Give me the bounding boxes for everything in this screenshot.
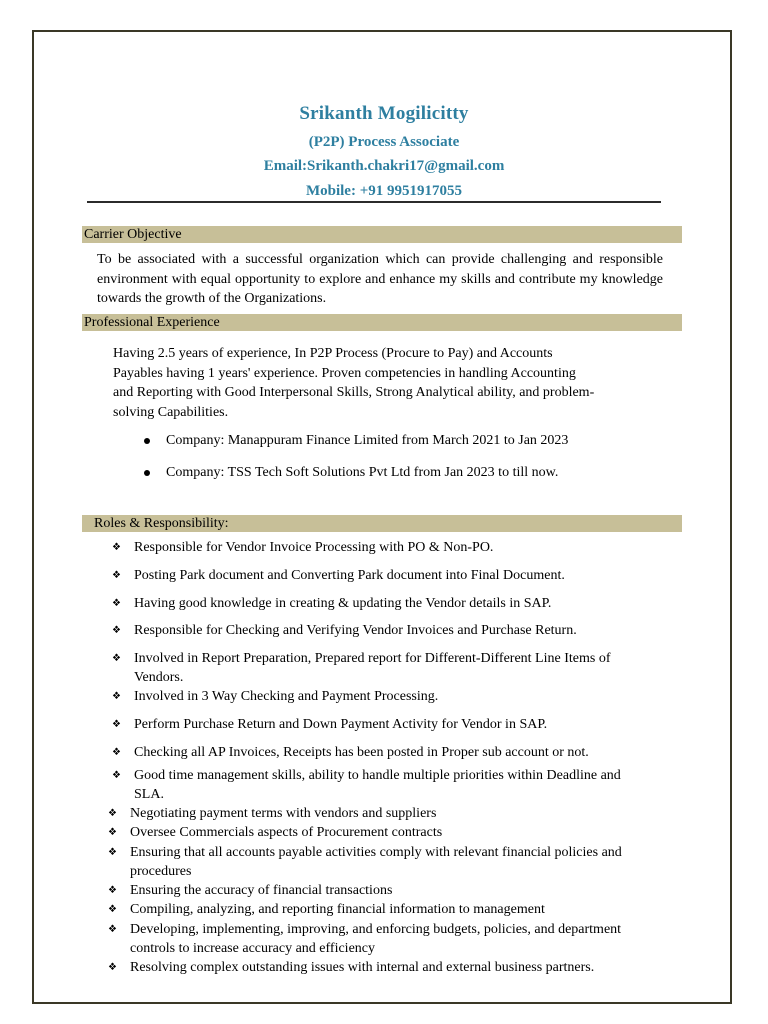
diamond-bullet-icon: ❖ [108, 904, 117, 915]
diamond-bullet-icon: ❖ [108, 962, 117, 973]
diamond-bullet-icon: ❖ [108, 827, 117, 838]
diamond-bullet-icon: ❖ [112, 570, 121, 581]
role-item-line: procedures [130, 863, 192, 879]
role-item-line: Ensuring that all accounts payable activities comply with relevant financial policies and [130, 845, 622, 860]
candidate-name: Srikanth Mogilicitty [299, 103, 469, 124]
role-item-line: Developing, implementing, improving, and enforcing budgets, policies, and department [130, 922, 622, 937]
diamond-bullet-icon: ❖ [108, 808, 117, 819]
role-item-line: controls to increase accuracy and efficiency [130, 940, 375, 956]
diamond-bullet-icon: ❖ [112, 625, 121, 636]
role-item-line: Compiling, analyzing, and reporting financial information to management [130, 902, 545, 917]
role-item [130, 844, 682, 881]
company-item: Company: Manappuram Finance Limited from March 2021 to Jan 2023 [166, 433, 569, 448]
role-item [130, 959, 682, 978]
role-item-line: Oversee Commercials aspects of Procurement contracts [130, 825, 443, 840]
experience-heading: Professional Experience [82, 314, 682, 331]
experience-summary [113, 344, 663, 422]
header-divider [87, 201, 661, 203]
experience-line: solving Capabilities. [113, 404, 229, 420]
role-item-line: Having good knowledge in creating & updating the Vendor details in SAP. [134, 596, 552, 611]
role-item [130, 805, 682, 824]
role-item-line: Involved in 3 Way Checking and Payment Processing. [134, 689, 439, 704]
experience-line: and Reporting with Good Interpersonal Skills, Strong Analytical ability, and problem- [113, 385, 595, 401]
role-item-line: Resolving complex outstanding issues with internal and external business partners. [130, 960, 595, 975]
bullet-dot [144, 470, 150, 476]
diamond-bullet-icon: ❖ [108, 847, 117, 858]
role-item-line: Checking all AP Invoices, Receipts has been posted in Proper sub account or not. [134, 745, 589, 760]
diamond-bullet-icon: ❖ [108, 885, 117, 896]
diamond-bullet-icon: ❖ [108, 924, 117, 935]
role-item-line: Perform Purchase Return and Down Payment Activity for Vendor in SAP. [134, 717, 548, 732]
role-item [130, 882, 682, 901]
role-item-line: Responsible for Vendor Invoice Processing with PO & Non-PO. [134, 540, 494, 555]
role-item-line: SLA. [134, 786, 164, 802]
role-item-line: Negotiating payment terms with vendors and suppliers [130, 806, 437, 821]
role-item [134, 622, 682, 641]
job-title: (P2P) Process Associate [308, 134, 460, 150]
diamond-bullet-icon: ❖ [112, 719, 121, 730]
role-item [130, 921, 682, 958]
diamond-bullet-icon: ❖ [112, 691, 121, 702]
role-item [134, 688, 682, 707]
diamond-bullet-icon: ❖ [112, 747, 121, 758]
diamond-bullet-icon: ❖ [112, 598, 121, 609]
objective-heading: Carrier Objective [82, 226, 682, 243]
role-item-line: Vendors. [134, 669, 184, 685]
roles-heading: Roles & Responsibility: [82, 515, 682, 532]
email-line: Email:Srikanth.chakri17@gmail.com [263, 158, 505, 174]
role-item [134, 539, 682, 558]
mobile-line: Mobile: +91 9951917055 [305, 183, 463, 199]
role-item [134, 567, 682, 586]
diamond-bullet-icon: ❖ [112, 653, 121, 664]
objective-text: To be associated with a successful organization which can provide challenging and responsible environment with equal opportunity to explore and enhance my skills and contribute my knowledge towards the growth of the Organizations. [97, 252, 663, 307]
role-item-line: Ensuring the accuracy of financial transactions [130, 883, 393, 898]
company-item: Company: TSS Tech Soft Solutions Pvt Ltd from Jan 2023 to till now. [166, 465, 559, 480]
diamond-bullet-icon: ❖ [112, 770, 121, 781]
role-item [130, 901, 682, 920]
role-item-line: Posting Park document and Converting Park document into Final Document. [134, 568, 565, 583]
role-item [134, 744, 682, 763]
role-item [134, 767, 682, 804]
role-item [134, 716, 682, 735]
role-item-line: Involved in Report Preparation, Prepared report for Different-Different Line Items of [134, 651, 611, 666]
role-item [130, 824, 682, 843]
role-item [134, 650, 682, 687]
diamond-bullet-icon: ❖ [112, 542, 121, 553]
role-item-line: Responsible for Checking and Verifying Vendor Invoices and Purchase Return. [134, 623, 577, 638]
experience-line: Having 2.5 years of experience, In P2P Process (Procure to Pay) and Accounts [113, 346, 553, 361]
role-item-line: Good time management skills, ability to handle multiple priorities within Deadline and [134, 768, 621, 783]
role-item [134, 595, 682, 614]
experience-line: Payables having 1 years' experience. Proven competencies in handling Accounting [113, 365, 576, 381]
bullet-dot [144, 438, 150, 444]
